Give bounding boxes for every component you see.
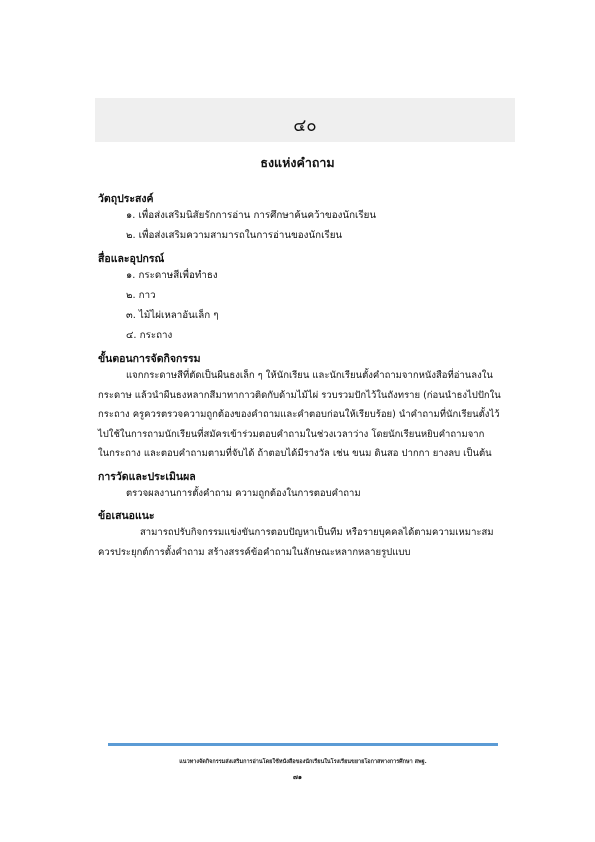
page-number: ๔๐	[293, 116, 317, 136]
page-number-banner	[95, 98, 515, 142]
list-item: ๔. กระถาง	[126, 330, 173, 341]
paragraph-line: กระถาง ครูควรตรวจความถูกต้องของคำถามและคำตอบก่อนให้เรียบร้อย) นำคำถามที่นักเรียนตั้งไว้	[98, 409, 500, 420]
paragraph-line: กระดาษ แล้วนำผืนธงหลากสีมาทากาวติดกับด้ามไม้ไผ่ รวบรวมปักไว้ในถังทราย (ก่อนนำธงไปปักใน	[98, 389, 501, 401]
list-item: ๑. เพื่อส่งเสริมนิสัยรักการอ่าน การศึกษาค้นคว้าของนักเรียน	[126, 210, 377, 221]
objectives-list	[98, 206, 514, 246]
footer-page-number: ๗๑	[292, 773, 302, 781]
list-item: ๒. กาว	[126, 290, 156, 301]
objectives-heading: วัตถุประสงค์	[98, 193, 154, 205]
paragraph-line: สามารถปรับกิจกรรมแข่งขันการตอบปัญหาเป็นทีม หรือรายบุคคลได้ตามความเหมาะสม	[140, 527, 494, 538]
list-item: ๑. กระดาษสีเพื่อทำธง	[126, 270, 218, 281]
document-body	[98, 192, 514, 562]
paragraph-line: แจกกระดาษสีที่ตัดเป็นผืนธงเล็ก ๆ ให้นักเรียน และนักเรียนตั้งคำถามจากหนังสือที่อ่านลงใน	[126, 370, 493, 381]
suggestions-heading: ข้อเสนอแนะ	[98, 510, 155, 522]
footer-caption: แนวทางจัดกิจกรรมส่งเสริมการอ่านโดยใช้หนังสือของนักเรียนในโรงเรียนขยายโอกาสทางการศึกษา สพฐ.	[179, 759, 427, 765]
footer-divider	[108, 743, 498, 746]
procedure-heading: ขั้นตอนการจัดกิจกรรม	[98, 353, 201, 365]
procedure-paragraph	[98, 366, 514, 464]
list-item: ๒. เพื่อส่งเสริมความสามารถในการอ่านของนักเรียน	[126, 230, 343, 241]
materials-list	[98, 266, 514, 346]
paragraph-line: ไปใช้ในการถามนักเรียนที่สมัครเข้าร่วมตอบคำถามในช่วงเวลาว่าง โดยนักเรียนหยิบคำถามจาก	[98, 428, 485, 440]
suggestions-paragraph	[98, 523, 514, 562]
paragraph-line: ควรประยุกต์การตั้งคำถาม สร้างสรรค์ข้อคำถามในลักษณะหลากหลายรูปแบบ	[98, 546, 411, 558]
materials-heading: สื่อและอุปกรณ์	[98, 253, 165, 265]
evaluation-heading: การวัดและประเมินผล	[98, 470, 196, 483]
list-item: ๓. ไม้ไผ่เหลาอันเล็ก ๆ	[126, 310, 219, 321]
evaluation-text: ตรวจผลงานการตั้งคำถาม ความถูกต้องในการตอบคำถาม	[126, 487, 361, 499]
paragraph-line: ในกระถาง และตอบคำถามตามที่จับได้ ถ้าตอบได้มีรางวัล เช่น ขนม ดินสอ ปากกา ยางลบ เป็นต้น	[98, 448, 492, 459]
page-title: ธงแห่งคำถาม	[260, 155, 335, 170]
